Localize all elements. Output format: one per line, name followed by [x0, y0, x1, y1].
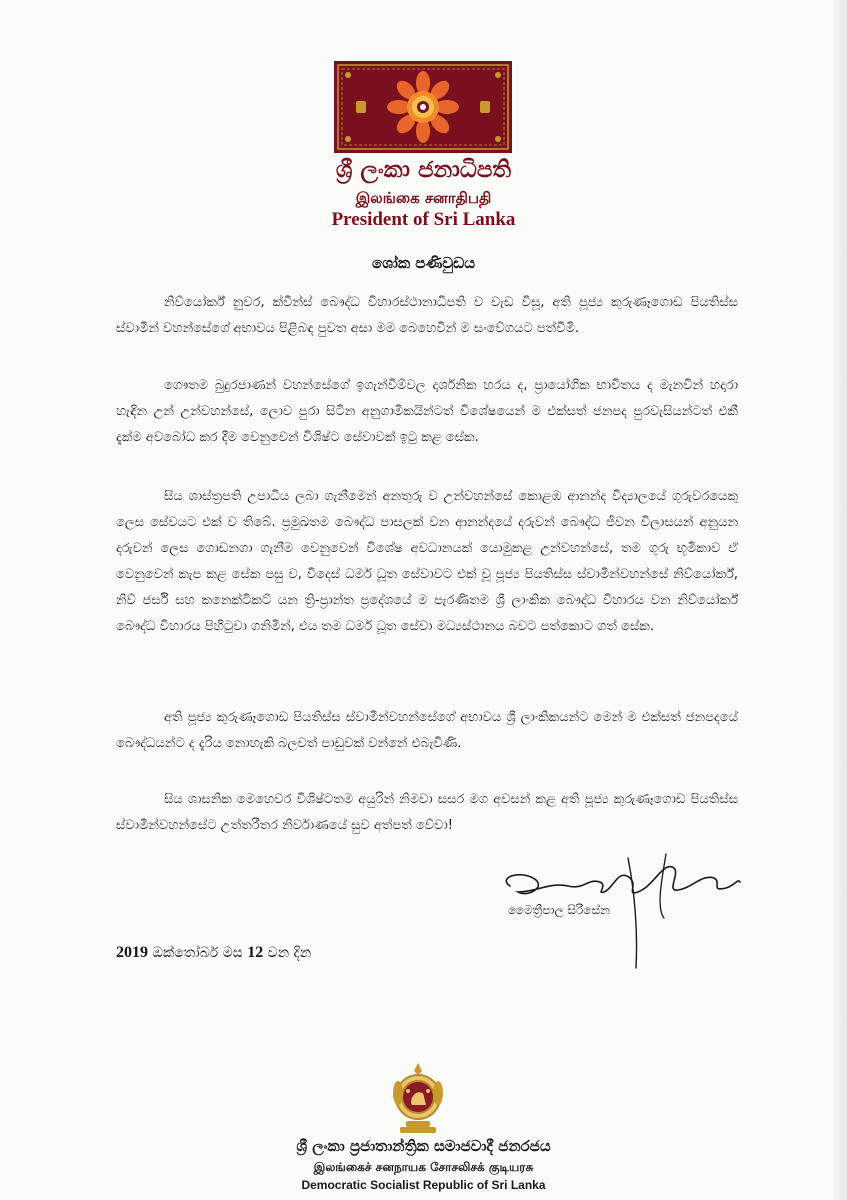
footer-republic-english: Democratic Socialist Republic of Sri Lanka — [301, 1178, 546, 1192]
date-month: ඔක්තෝබර් මස — [152, 945, 243, 961]
letter-date — [116, 944, 311, 962]
document-title: ශෝක පණිවුඩය — [372, 254, 475, 272]
header-title-sinhala: ශ්‍රී ලංකා ජනාධිපති — [335, 157, 512, 183]
body-paragraph: අති පූජ්‍ය කුරුණෑගොඩ පියතිස්ස ස්වාමීන්වහන්සේගේ අභාවය ශ්‍රී ලාංකිකයන්ට මෙන් ම එක්සත් ජනපදයේ බෞද්ධයන්ට ද දැරිය නොහැකි බලවත් පාඩුවක් වන්නේ එබැවිණි. — [116, 710, 738, 751]
date-year: 2019 — [116, 944, 148, 961]
body-paragraph: නිව්යෝර්ක් නුවර, ක්වීන්ස් බෞද්ධ විහාරස්ථානාධිපති ව වැඩ විසූ, අති පූජ්‍ය කුරුණෑගොඩ පියතිස්ස ස්වාමීන් වහන්සේගේ අභාවය පිළිබඳ පුවත අසා මම බෙහෙවින් ම සංවේගයට පත්වීමි. — [116, 295, 738, 336]
header-title-tamil: இலங்கை சனாதிபதி — [355, 189, 492, 207]
body-paragraph: සිය ශාසනික මෙහෙවර විශිෂ්ටතම අයුරින් නිමවා සසර මග අවසන් කළ අති පූජ්‍ය කුරුණෑගොඩ පියතිස්ස ස්වාමීන්වහන්සේට උත්තරීතර නිර්වාණයේ සුව අත්පත් වේවා! — [116, 792, 738, 833]
footer-republic-tamil: இலங்கைச் சனநாயக சோசலிசக் குடியரசு — [313, 1160, 534, 1174]
date-day: 12 — [247, 944, 264, 961]
body-paragraph: සිය ශාස්ත්‍රපති උපාධිය ලබා ගැනීමෙන් අනතුරු ව උන්වහන්සේ කොළඹ ආනන්ද විද්‍යාලයේ ගුරුවරයෙකු ලෙස සේවයට එක් ව තිබේ. ප්‍රමුඛතම බෞද්ධ පාසලක් වන ආනන්දයේ දරුවන් බෞද්ධ ජීවන විලාසයන් අනුයන දරුවන් ලෙස ගොඩනගා ගැනීම වෙනුවෙන් විශේෂ අවධානයක් යොමුකළ උන්වහන්සේ, තම ගුරු භූමිකාව ඒ වෙනුවෙන් කැප කළ සේක පසු ව, විදෙස් ධර්ම ධූත සේවාවට එක් වූ පූජ්‍ය පියතිස්ස ස්වාමීන්වහන්සේ නිව්යෝර්ක්, නිව් ජර්සි සහ කනෙක්ටිකට් යන ත්‍රි-ප්‍රාන්ත ප්‍රදේශයේ ම පැරණිතම ශ්‍රී ලාංකික බෞද්ධ විහාරය වන නිව්යෝර්ක් බෞද්ධ විහාරය පිහිටුවා ගනිමින්, එය තම ධර්ම ධූත සේවා මධ්‍යස්ථානය බවට පත්කොට ගත් සේක. — [116, 489, 738, 634]
national-emblem-crest — [386, 1057, 450, 1137]
signatory-name: මෛත්‍රීපාල සිරිසේන — [508, 903, 610, 917]
body-paragraph: ගෞතම බුදුරජාණන් වහන්සේගේ ඉගැන්වීම්වල දාර්ශනික හරය ද, ප්‍රායෝගික භාවිතය ද මැනවින් හදාරා හැඳින උන් උන්වහන්සේ, ලොව පුරා සිටින අනුගාමිකයින්ටත් විශේෂයෙන් ම එක්සත් ජනපද පුරවැසියන්ටත් එකී දැක්ම අවබෝධ කර දීම වෙනුවෙන් විශිෂ්ට සේවාවක් ඉටු කළ සේක. — [116, 378, 738, 445]
presidential-lotus-emblem — [334, 61, 512, 153]
footer-republic-sinhala: ශ්‍රී ලංකා ප්‍රජාතාන්ත්‍රික සමාජවාදී ජනරජය — [296, 1137, 551, 1155]
date-suffix: වන දින — [267, 945, 312, 961]
header-title-english: President of Sri Lanka — [331, 209, 516, 230]
